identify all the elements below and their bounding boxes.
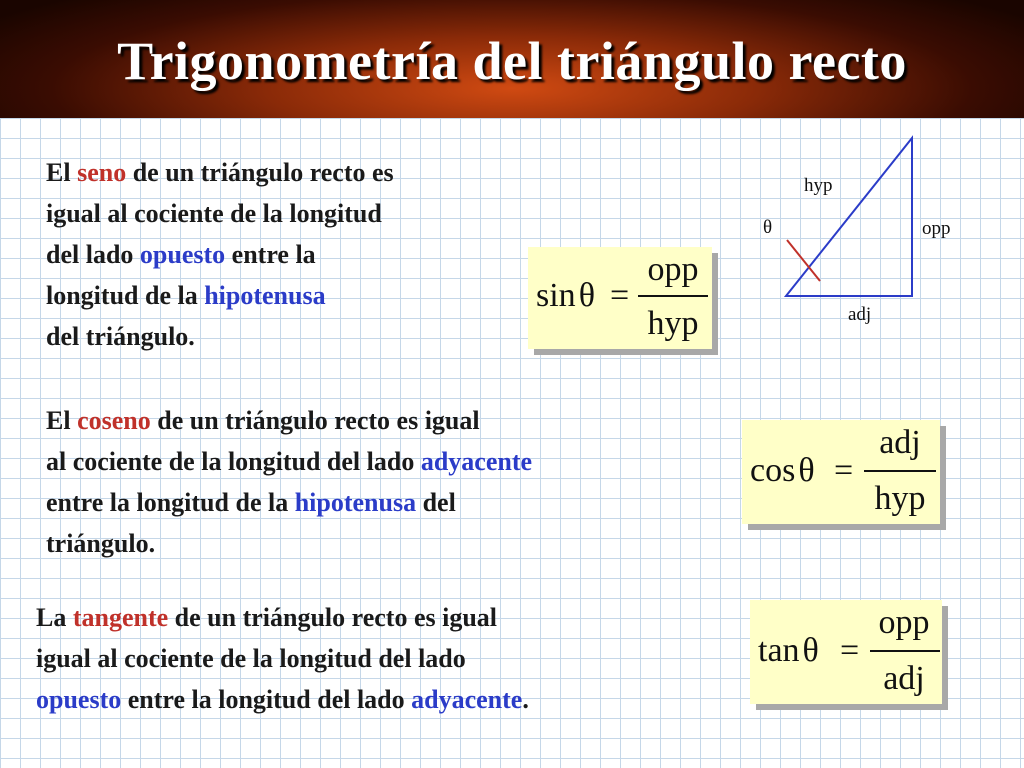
tangent-line-1: La tangente de un triángulo recto es igual (36, 603, 498, 632)
cosine-line-1: El coseno de un triángulo recto es igual (46, 406, 480, 435)
sine-function: sinθ (536, 277, 595, 314)
fraction-bar (864, 470, 936, 472)
cosine-numerator: adj (879, 424, 921, 461)
equals-sign: = (834, 452, 854, 489)
sine-line-4: longitud de la hipotenusa (46, 281, 326, 310)
tangent-line-2: igual al cociente de la longitud del lado (36, 644, 466, 673)
tangent-term: tangente (72, 603, 169, 632)
equals-sign: = (840, 632, 860, 669)
sine-line-2: igual al cociente de la longitud (46, 199, 382, 228)
triangle-adj-label: adj (848, 304, 872, 325)
tangent-line-3: opuesto entre la longitud del lado adyacente. (36, 685, 529, 714)
sine-line-5: del triángulo. (46, 322, 195, 351)
tangent-formula-box (750, 600, 942, 704)
equals-sign: = (610, 277, 630, 314)
hypotenuse-term: hipotenusa (204, 281, 326, 310)
cosine-function: cosθ (750, 452, 815, 489)
theta-symbol: θ (798, 452, 815, 489)
theta-symbol: θ (802, 632, 819, 669)
cosine-formula-box (742, 420, 940, 524)
sine-line-1: El seno de un triángulo recto es (46, 158, 394, 187)
triangle-opp-label: opp (922, 218, 951, 239)
cosine-line-2: al cociente de la longitud del lado adyacente (46, 447, 533, 476)
sine-numerator: opp (647, 251, 699, 288)
opposite-term: opuesto (139, 240, 226, 269)
cosine-denominator: hyp (874, 480, 926, 517)
adjacent-term: adyacente (411, 685, 523, 714)
fraction-bar (870, 650, 940, 652)
tangent-paragraph (36, 597, 529, 720)
triangle-shape (786, 138, 912, 296)
cosine-line-4: triángulo. (46, 529, 156, 558)
slide-title: Trigonometría del triángulo recto (117, 31, 907, 91)
sine-term: seno (77, 158, 127, 187)
cosine-line-3: entre la longitud de la hipotenusa del (46, 488, 456, 517)
theta-symbol: θ (578, 277, 595, 314)
opposite-term: opuesto (36, 685, 122, 714)
tangent-denominator: adj (883, 660, 925, 697)
tangent-function: tanθ (758, 632, 819, 669)
adjacent-term: adyacente (420, 447, 533, 476)
sine-line-3: del lado opuesto entre la (46, 240, 316, 269)
tangent-numerator: opp (878, 604, 930, 641)
cosine-paragraph (46, 400, 532, 564)
triangle-theta-label: θ (763, 217, 773, 238)
sine-denominator: hyp (647, 305, 699, 342)
triangle-hyp-label: hyp (804, 175, 833, 196)
hypotenuse-term: hipotenusa (294, 488, 417, 517)
cosine-term: coseno (77, 406, 151, 435)
